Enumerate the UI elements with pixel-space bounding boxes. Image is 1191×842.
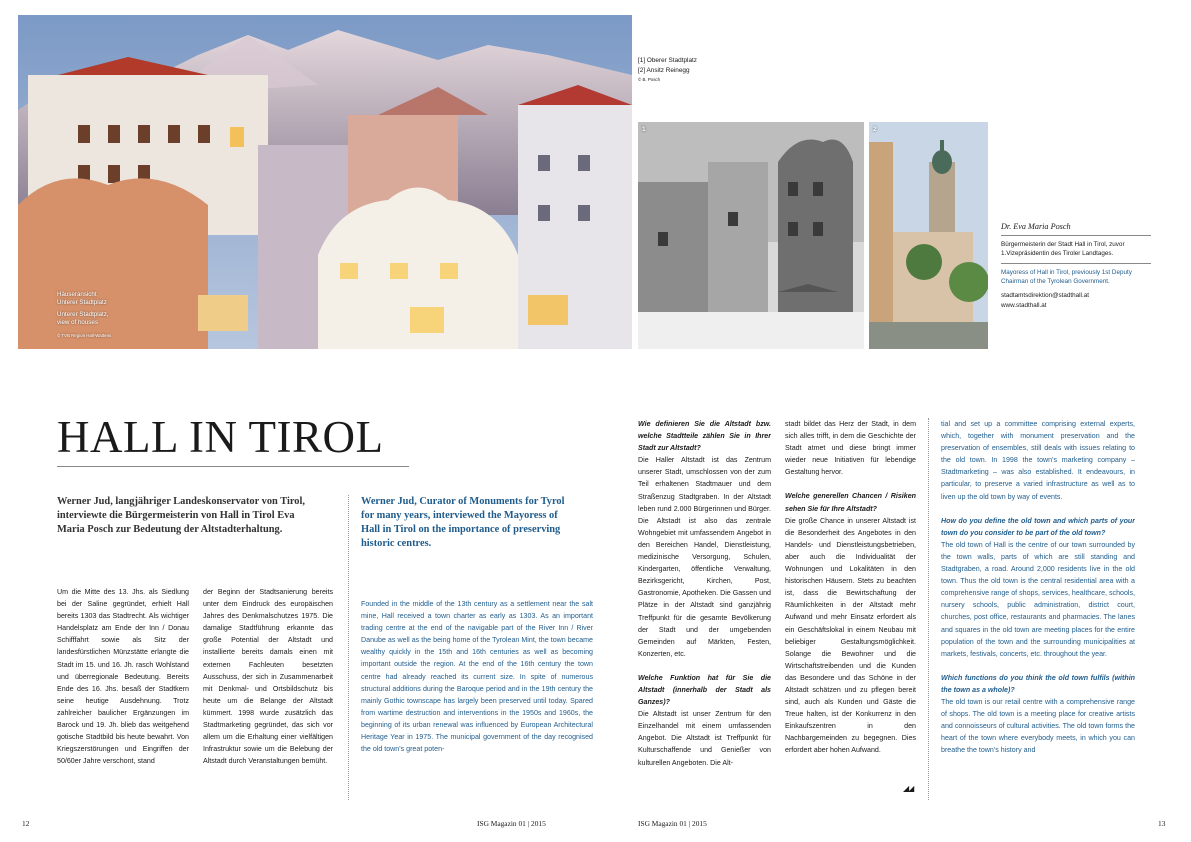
body-text-de-2: der Beginn der Stadtsanierung bereits unter dem Eindruck des europäischen Jahres des Denkmalschutzes 1975. Die damalige Stadtführung erkannte das große Potential der Altstadt und installierte bereits damals einen mit externen Fachleuten besetzten Ausschuss, der sich in Zusammenarbeit mit Denkmal- und Ortsbildschutz bis heute um die Belange der Altstadt kümmert. 1998 wurde zusätzlich das Stadtmarketing gegründet, das sich vor allem um die Erhaltung einer vielfältigen Infrastruktur sowie um die Belebung der Altstadt durch Veranstaltungen bemüht. (203, 588, 333, 766)
interview-answer-de-2-cont: stadt bildet das Herz der Stadt, in dem sich alles trifft, in dem die Geschichte der Stadt atmet und diese bringt immer wieder neue Initiativen für lebendige Gestaltung hervor. (785, 420, 916, 477)
column-divider-left (348, 495, 349, 800)
intro-en: Werner Jud, Curator of Monuments for Tyrol for many years, interviewed the Mayoress of Hall in Tirol on the importance of preserving historic centres. (361, 496, 565, 549)
body-column-de-4 (785, 418, 916, 798)
page-number-right: 13 (1158, 819, 1166, 828)
interview-question-de-2: Welche Funktion hat für Sie die Altstadt (innerhalb der Stadt als Ganzes)? (638, 673, 771, 707)
body-column-en-1 (361, 598, 593, 802)
photo-ansitz-reinegg (869, 122, 988, 349)
paragraph-gap (941, 660, 1135, 672)
article-title: HALL IN TIROL (57, 412, 384, 462)
intro-de: Werner Jud, langjähriger Landeskonservator von Tirol, interviewte die Bürgermeisterin von Hall in Tirol Eva Maria Posch zur Bedeutung der Altstadterhaltung. (57, 496, 305, 535)
interview-answer-en-0: tial and set up a committee comprising external experts, which, together with monument preservation and the preservation of ensembles, still deals with issues relating to the old town. In 1998 the town's marketing company – Stadtmarketing – was also established. It endeavours, in particular, to preserve a varied infrastructure as well as to liven up the old town by way of events. (941, 420, 1135, 501)
hero-photo-old-town (18, 15, 632, 349)
bio-web-link[interactable]: www.stadthall.at (1001, 301, 1047, 309)
paragraph-gap (638, 660, 771, 672)
body-text-en-1: Founded in the middle of the 13th century as a settlement near the salt mine, Hall received a town charter as early as 1303. As an important trading centre at the end of the navigable part of the River Inn / River Danube as well as the being home of the Tyrolean Mint, the town became wealthy quickly in the 15th and 16th centuries as well as becoming important outside the region. At the end of the 16th century the town centre had already reached its current size. In spite of numerous structural additions during the Baroque period and in the 19th century the mainly Gothic townscape has largely been preserved until today. Spared from wartime destruction and interventions in the 1950s and 1960s, the beginning of its urban renewal was influenced by European Architectural Heritage Year in 1975. The municipal government of the day recognised the old town's great poten- (361, 600, 593, 754)
interview-question-de-1: Wie definieren Sie die Altstadt bzw. welche Stadtteile zählen Sie in Ihrer Stadt zur Altstadt? (638, 420, 771, 453)
bio-description-en: Mayoress of Hall in Tirol, previously 1st Deputy Chairman of the Tyrolean Government. (1001, 268, 1132, 286)
interview-answer-de-2: Die Altstadt ist unser Zentrum für den Einzelhandel mit einem umfassenden Angebot. Die Altstadt ist Treffpunkt für Kulturschaffende und Genießer von kulturellen Angeboten. Die Alt- (638, 710, 771, 767)
credit-line-2: [2] Ansitz Reinegg (638, 67, 690, 74)
hero-caption-de-line-1: Häuseransicht (57, 291, 97, 298)
photo-oberer-stadtplatz (638, 122, 864, 349)
body-column-de-1 (57, 586, 189, 800)
hero-caption-de (57, 291, 107, 307)
interview-answer-de-1: Die Haller Altstadt ist das Zentrum unserer Stadt, umschlossen von der zum Teil erhaltenen Stadtmauer und dem Straßenzug Stadtgraben. In der Altstadt leben rund 2.000 Bürgerinnen und Bürger. Die Altstadt ist also das zentrale Wohngebiet mit umfassendem Angebot in den Bereichen Handel, Dienstleistung, medizinische Versorgung, Schulen, Kindergarten, öffentliche Verwaltung, Bezirksgericht, Kirchen, Post, Gastronomie, Apotheken. Die Gassen und Plätze in der Altstadt sind ganzjährig Treffpunkt für die gesamte Bevölkerung der Stadt und der umgebenden Gemeinden auf Märkten, Festen, Konzerten, etc. (638, 456, 771, 658)
body-column-de-2 (203, 586, 333, 800)
interview-question-de-3: Welche generellen Chancen / Risiken sehen Sie für Ihre Altstadt? (785, 492, 916, 513)
bio-description-de: Bürgermeisterin der Stadt Hall in Tirol, zuvor 1.Vizepräsidentin des Tiroler Landtages. (1001, 240, 1151, 264)
magazine-label-right: ISG Magazin 01 | 2015 (638, 819, 707, 828)
magazine-label-left: ISG Magazin 01 | 2015 (477, 819, 546, 828)
photo-2-number: 2 (873, 126, 877, 133)
body-column-de-3 (638, 418, 771, 798)
interview-question-en-2: Which functions do you think the old town fulfils (within the town as a whole)? (941, 673, 1135, 694)
hero-photo-illustration (18, 15, 632, 349)
interview-answer-en-2: The old town is our retail centre with a comprehensive range of shops. The old town is a meeting place for creative artists and connoisseurs of cultural activities. The old town forms the heart of the town where everybody meets, in which you can breathe the town's history and (941, 697, 1135, 755)
hero-caption-en-line-1: Unterer Stadtplatz, (57, 311, 109, 318)
photo-2-illustration (869, 122, 988, 349)
interview-answer-de-3: Die große Chance in unserer Altstadt ist die Besonderheit des Angebotes in den Handels- und Dienstleistungsbetrieben, aber auch die Individualität der Wohnungen und Lokalitäten in den historischen Häusern. Stets zu beachten ist, dass die Bewirtschaftung der Räumlichkeiten in der Altstadt mehr Aufwand und mehr Einsatz erfordert als ein Geschäftslokal in einem Neubau mit beliebiger Gestaltungsmöglichkeit. Solange die Bewohner und die Wirtschaftstreibenden und die Kunden das Besondere und das Schöne in der Altstadt schätzen und zu pflegen bereit sind, auch als Kunden und Gäste die Treue halten, ist der Konkurrenz in den Einkaufszentren in den Nachbargemeinden zu begegnen. Dies erfordert aber hohen Aufwand. (785, 516, 916, 755)
continue-marker-icon: ◢◢ (903, 784, 914, 793)
credit-line-1: [1] Oberer Stadtplatz (638, 57, 697, 64)
author-bio (1001, 222, 1151, 310)
interview-question-en-1: How do you define the old town and which parts of your town do you consider to be part of the old town? (941, 516, 1135, 537)
bio-name: Dr. Eva Maria Posch (1001, 222, 1151, 236)
title-divider (57, 466, 409, 467)
photo-credits (638, 56, 697, 84)
hero-caption-en (57, 311, 109, 327)
credit-copyright: © B. Posch (638, 77, 661, 82)
photo-1-number: 1 (642, 126, 646, 133)
hero-copyright: © TVB Region Hall-Wattens (57, 333, 112, 338)
photo-1-illustration (638, 122, 864, 349)
column-divider-right (928, 418, 929, 800)
interview-answer-en-1: The old town of Hall is the centre of our town surrounded by the town walls, parts of which are still standing and Stadtgraben, a road. Around 2,000 residents live in the old town. Thus the old town is the central residential area with a comprehensive range of shops, services, healthcare, schools, nursery schools, public administration, district court, churches, post office, restaurants and pharmacies. The lanes and squares in the old town are meeting places for the entire population of the town and the surrounding municipalities at markets, festivals, concerts, etc. throughout the year. (941, 540, 1135, 658)
hero-caption-en-line-2: view of houses (57, 319, 98, 326)
body-column-en-2 (941, 418, 1135, 798)
body-text-de-1: Um die Mitte des 13. Jhs. als Siedlung bei der Saline gegründet, erhielt Hall bereits 1303 das Stadtrecht. Als wichtiger Handelsplatz am Ende der Inn / Donau Schifffahrt sowie als Sitz der landesfürstlichen Münzstätte erlangte die Stadt im 15. und 16. Jh. rasch Wohlstand und überregionale Bedeutung. Bereits Ende des 16. Jhs. besaß der Stadtkern seine heutige Ausdehnung. Trotz zahlreicher baulicher Ergänzungen im Barock und 19. Jh. blieb das weitgehend gotische Stadtbild bis heute bewahrt. Von Kriegszerstörungen und Eingriffen der 50/60er Jahre verschont, stand (57, 588, 189, 766)
paragraph-gap (941, 503, 1135, 515)
paragraph-gap (785, 478, 916, 490)
bio-email-link[interactable]: stadtamtsdirektion@stadthall.at (1001, 291, 1089, 299)
hero-caption-de-line-2: Unterer Stadtplatz (57, 299, 107, 306)
page-number-left: 12 (22, 819, 30, 828)
